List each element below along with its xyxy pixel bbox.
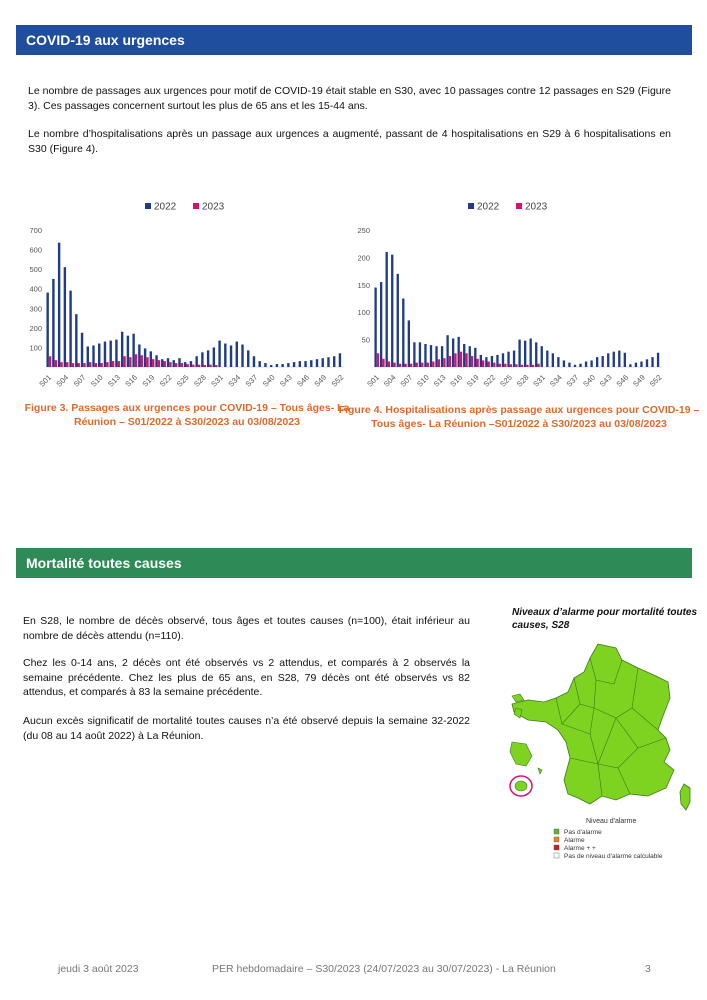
- bar-2023-S20: [158, 360, 160, 367]
- bar-2022-S27: [518, 340, 520, 367]
- bar-2022-S15: [127, 336, 129, 367]
- bar-2022-S24: [178, 358, 180, 367]
- bar-2022-S08: [413, 342, 415, 367]
- bar-2022-S06: [75, 314, 77, 367]
- bar-2022-S43: [607, 353, 609, 367]
- bar-2023-S08: [416, 363, 418, 367]
- bar-2022-S27: [195, 356, 197, 367]
- figure-4-caption: Figure 4. Hospitalisations après passage aux urgences pour COVID-19 – Tous âges- La Réunion –S01/2022 à S30/2023 au 03/08/2023: [338, 404, 700, 430]
- bar-2023-S25: [186, 364, 188, 367]
- bar-2023-S03: [388, 362, 390, 367]
- bar-2022-S44: [613, 352, 615, 367]
- bar-2022-S40: [270, 365, 272, 367]
- x-tick-label: S04: [54, 372, 71, 389]
- bar-2022-S29: [530, 339, 532, 367]
- bar-2023-S21: [163, 361, 165, 367]
- bar-2022-S36: [568, 363, 570, 367]
- corsica: [680, 784, 690, 810]
- map-legend-label: Alarme: [564, 837, 585, 844]
- bar-2022-S04: [391, 255, 393, 367]
- bar-2022-S34: [236, 342, 238, 367]
- bar-2022-S49: [322, 358, 324, 367]
- bar-2022-S46: [304, 361, 306, 367]
- bar-2023-S06: [404, 364, 406, 367]
- bar-2022-S10: [424, 344, 426, 367]
- y-tick-label: 700: [29, 226, 42, 235]
- x-tick-label: S22: [481, 372, 498, 389]
- bar-2022-S19: [150, 351, 152, 367]
- bar-2023-S13: [443, 358, 445, 367]
- bar-2023-S14: [449, 356, 451, 367]
- y-tick-label: 150: [357, 280, 370, 290]
- bar-2023-S10: [427, 363, 429, 367]
- bar-2022-S15: [452, 339, 454, 367]
- bar-2022-S08: [87, 346, 89, 367]
- bar-2022-S09: [419, 342, 421, 367]
- section-title-mortalite: Mortalité toutes causes: [16, 548, 692, 578]
- bar-2022-S05: [397, 274, 399, 367]
- bar-2022-S31: [541, 346, 543, 367]
- bar-2023-S13: [118, 361, 120, 367]
- x-tick-label: S13: [106, 372, 122, 389]
- la-reunion: [515, 781, 527, 791]
- bar-2023-S16: [460, 352, 462, 367]
- bar-2022-S39: [264, 363, 266, 367]
- bar-2022-S25: [184, 362, 186, 367]
- x-tick-label: S37: [564, 372, 581, 389]
- bar-2023-S11: [432, 362, 434, 367]
- bar-2022-S17: [138, 344, 140, 367]
- bar-2022-S04: [64, 267, 66, 367]
- bar-2022-S47: [629, 364, 631, 367]
- x-tick-label: S16: [123, 372, 140, 389]
- x-tick-label: S19: [140, 372, 157, 389]
- bar-2023-S27: [198, 365, 200, 367]
- bar-2022-S03: [58, 243, 60, 367]
- x-tick-label: S46: [614, 372, 631, 389]
- bar-2022-S07: [81, 333, 83, 367]
- x-tick-label: S13: [431, 372, 448, 389]
- bar-2022-S48: [316, 359, 318, 367]
- bar-2023-S17: [465, 353, 467, 367]
- map-legend-title: Niveau d'alarme: [586, 818, 637, 825]
- bar-2023-S02: [55, 360, 57, 367]
- covid-paragraph-1: Le nombre de passages aux urgences pour motif de COVID-19 était stable en S30, avec 10 passages contre 12 passages en S29 (Figure 3). Ces passages concernent surtout les plus de 65 ans et les 15-44 ans.: [28, 85, 671, 112]
- bar-2022-S20: [480, 355, 482, 367]
- bar-2023-S07: [410, 364, 412, 367]
- legend-swatch-2022: [468, 203, 474, 209]
- bar-2023-S05: [72, 363, 74, 367]
- bar-2023-S30: [215, 365, 217, 367]
- bar-2022-S47: [310, 360, 312, 367]
- bar-2022-S29: [207, 350, 209, 367]
- bar-2023-S24: [504, 364, 506, 367]
- y-tick-label: 400: [29, 284, 42, 294]
- bar-2022-S46: [624, 353, 626, 367]
- bar-2022-S49: [640, 362, 642, 367]
- bar-2023-S09: [421, 363, 423, 367]
- bar-2022-S30: [213, 347, 215, 367]
- bar-2023-S11: [106, 362, 108, 367]
- bar-2022-S13: [115, 340, 117, 367]
- bar-2023-S16: [135, 354, 137, 367]
- x-tick-label: S52: [329, 372, 346, 389]
- bar-2022-S26: [190, 361, 192, 367]
- x-tick-label: S07: [71, 372, 88, 389]
- y-tick-label: 500: [29, 265, 42, 275]
- bar-2023-S24: [181, 363, 183, 367]
- legend-label-2022: 2022: [477, 201, 500, 213]
- bar-2022-S22: [491, 356, 493, 367]
- bar-2022-S25: [507, 352, 509, 367]
- bar-2022-S35: [563, 360, 565, 367]
- bar-2023-S29: [532, 365, 534, 367]
- bar-2023-S07: [83, 363, 85, 367]
- x-tick-label: S01: [365, 372, 382, 389]
- bar-2022-S23: [173, 360, 175, 367]
- y-tick-label: 50: [361, 335, 370, 345]
- bar-2023-S01: [49, 356, 51, 367]
- bar-2023-S28: [204, 365, 206, 367]
- bar-2022-S43: [287, 363, 289, 367]
- y-tick-label: 300: [29, 304, 42, 314]
- bar-2022-S51: [651, 357, 653, 367]
- bar-2023-S25: [510, 364, 512, 367]
- map-legend-swatch: [554, 853, 559, 858]
- bar-2023-S27: [521, 365, 523, 367]
- legend-label-2022: 2022: [154, 201, 177, 213]
- mortalite-paragraph-2: Chez les 0-14 ans, 2 décès ont été observés vs 2 attendus, et comparés à 2 observés la semaine précédente. Chez les plus de 65 ans, en S28, 79 décès ont été observés vs 82 attendus, et comparés à 83 la semaine précédente.: [23, 657, 470, 698]
- bar-2022-S31: [218, 341, 220, 367]
- x-tick-label: S31: [209, 372, 226, 389]
- bar-2022-S07: [408, 320, 410, 367]
- bar-2022-S19: [474, 348, 476, 367]
- bar-2022-S20: [155, 355, 157, 367]
- bar-2022-S28: [201, 352, 203, 367]
- x-tick-label: S31: [531, 372, 548, 389]
- bar-2022-S02: [380, 282, 382, 367]
- bar-2022-S10: [98, 344, 100, 367]
- martinique: [514, 708, 522, 718]
- bar-2023-S14: [123, 356, 125, 367]
- bar-2022-S51: [333, 356, 335, 367]
- bar-2022-S30: [535, 342, 537, 367]
- bar-2022-S48: [635, 363, 637, 367]
- bar-2022-S09: [92, 345, 94, 367]
- bar-2023-S08: [89, 362, 91, 367]
- y-tick-label: 200: [29, 323, 42, 333]
- bar-2022-S45: [299, 361, 301, 367]
- bar-2022-S39: [585, 362, 587, 367]
- x-tick-label: S25: [174, 372, 191, 389]
- bar-2022-S41: [596, 357, 598, 367]
- bar-2022-S12: [109, 341, 111, 367]
- map-legend: [554, 829, 663, 860]
- bar-2022-S05: [69, 291, 71, 367]
- bar-2023-S03: [60, 362, 62, 367]
- footer-title: PER hebdomadaire – S30/2023 (24/07/2023 au 30/07/2023) - La Réunion: [212, 963, 556, 975]
- x-tick-label: S10: [415, 372, 431, 389]
- bar-2022-S33: [230, 345, 232, 367]
- map-title: Niveaux d’alarme pour mortalité toutes causes, S28: [512, 607, 698, 631]
- guadeloupe: [512, 694, 524, 702]
- bar-2022-S28: [524, 341, 526, 367]
- x-tick-label: S40: [581, 372, 598, 389]
- bar-2023-S22: [169, 362, 171, 367]
- figure-3-chart: [20, 195, 350, 395]
- bar-2022-S14: [446, 335, 448, 367]
- bar-2022-S23: [496, 355, 498, 367]
- legend-swatch-2022: [145, 203, 151, 209]
- legend-swatch-2023: [193, 203, 199, 209]
- bar-2023-S19: [152, 359, 154, 367]
- bar-2022-S41: [276, 364, 278, 367]
- bar-2023-S12: [112, 361, 114, 367]
- covid-paragraph-2: Le nombre d’hospitalisations après un passage aux urgences a augmenté, passant de 4 hospitalisations en S29 à 6 hospitalisations en S30 (Figure 4).: [28, 128, 671, 155]
- bar-2022-S33: [552, 353, 554, 367]
- guyane: [510, 742, 532, 766]
- bar-2023-S17: [141, 355, 143, 367]
- x-tick-label: S25: [498, 372, 514, 389]
- map-legend-label: Pas de niveau d'alarme calculable: [564, 853, 663, 860]
- bar-2023-S23: [499, 364, 501, 367]
- x-tick-label: S46: [295, 372, 311, 389]
- bar-2022-S32: [546, 351, 548, 367]
- x-tick-label: S34: [547, 372, 564, 389]
- bar-2022-S37: [574, 365, 576, 367]
- x-tick-label: S28: [514, 372, 531, 389]
- bar-2023-S04: [393, 363, 395, 367]
- x-tick-label: S28: [192, 372, 208, 389]
- bar-2022-S24: [502, 353, 504, 367]
- bar-2023-S04: [66, 362, 68, 367]
- bar-2022-S06: [402, 299, 404, 368]
- y-tick-label: 200: [357, 253, 370, 263]
- bar-2023-S30: [537, 364, 539, 367]
- x-tick-label: S37: [243, 372, 260, 389]
- mortalite-paragraph-3: Aucun excès significatif de mortalité toutes causes n’a été observé depuis la semaine 32-2022 (du 08 au 14 août 2022) à La Réunion.: [23, 715, 470, 742]
- bar-2022-S11: [430, 345, 432, 367]
- bar-2023-S10: [100, 363, 102, 367]
- bar-2022-S34: [557, 357, 559, 367]
- map-legend-swatch: [554, 829, 559, 834]
- bar-2022-S14: [121, 332, 123, 367]
- bar-2023-S01: [377, 353, 379, 367]
- bar-2023-S15: [129, 357, 131, 367]
- bar-2022-S17: [463, 344, 465, 367]
- bar-2022-S11: [104, 342, 106, 367]
- france-alarm-map: [498, 638, 703, 863]
- x-tick-label: S49: [631, 372, 647, 389]
- bar-2022-S45: [618, 351, 620, 367]
- bar-2023-S23: [175, 363, 177, 367]
- bar-2022-S52: [657, 353, 659, 367]
- mayotte: [538, 768, 542, 774]
- bar-2022-S13: [441, 346, 443, 367]
- bar-2023-S06: [78, 363, 80, 367]
- bar-2023-S28: [526, 365, 528, 367]
- y-tick-label: 600: [29, 245, 42, 255]
- bar-2023-S18: [471, 356, 473, 367]
- bar-2022-S03: [386, 252, 388, 367]
- bar-2022-S50: [327, 357, 329, 367]
- bar-2023-S29: [209, 365, 211, 367]
- legend-label-2023: 2023: [525, 201, 548, 213]
- x-tick-label: S04: [381, 372, 398, 389]
- bar-2022-S50: [646, 359, 648, 367]
- bar-2022-S32: [224, 344, 226, 367]
- bar-2022-S16: [458, 337, 460, 367]
- bar-2022-S16: [132, 334, 134, 367]
- bar-2022-S12: [435, 346, 437, 367]
- figure-4-chart: [348, 195, 668, 395]
- bar-2023-S02: [382, 359, 384, 367]
- figure-3-caption: Figure 3. Passages aux urgences pour COVID-19 – Tous âges- La Réunion – S01/2022 à S30/2023 au 03/08/2023: [24, 402, 350, 428]
- x-tick-label: S01: [37, 372, 54, 389]
- x-tick-label: S22: [157, 372, 174, 389]
- bar-2023-S26: [192, 365, 194, 367]
- bar-2022-S26: [513, 351, 515, 367]
- bar-2022-S40: [590, 360, 592, 367]
- bar-2022-S21: [161, 359, 163, 367]
- bar-2022-S22: [167, 358, 169, 367]
- bar-2023-S12: [438, 359, 440, 367]
- mortalite-paragraph-1: En S28, le nombre de décès observé, tous âges et toutes causes (n=100), était inférieur au nombre de décès attendu (n=110).: [23, 615, 470, 642]
- x-tick-label: S43: [597, 372, 614, 389]
- bar-2022-S37: [253, 356, 255, 367]
- bar-2022-S52: [339, 353, 341, 367]
- bar-2023-S20: [482, 360, 484, 367]
- map-legend-swatch: [554, 837, 559, 842]
- x-tick-label: S10: [88, 372, 105, 389]
- bar-2022-S02: [52, 279, 54, 367]
- bar-2022-S42: [602, 356, 604, 367]
- bar-2022-S01: [374, 288, 376, 367]
- legend-label-2023: 2023: [202, 201, 225, 213]
- map-legend-label: Pas d'alarme: [564, 829, 602, 836]
- bar-2023-S18: [146, 357, 148, 367]
- bar-2022-S21: [485, 357, 487, 367]
- bar-2023-S09: [95, 363, 97, 367]
- bar-2023-S05: [399, 364, 401, 367]
- bar-2023-S15: [454, 353, 456, 367]
- section-title-covid: COVID-19 aux urgences: [16, 25, 692, 55]
- bar-2022-S01: [46, 293, 48, 367]
- x-tick-label: S43: [277, 372, 294, 389]
- bar-2022-S35: [241, 344, 243, 367]
- bar-2023-S19: [476, 359, 478, 367]
- y-tick-label: 250: [357, 226, 370, 235]
- bar-2022-S38: [579, 364, 581, 367]
- x-tick-label: S52: [647, 372, 664, 389]
- map-legend-swatch: [554, 845, 559, 850]
- x-tick-label: S34: [226, 372, 243, 389]
- legend-swatch-2023: [516, 203, 522, 209]
- bar-2022-S42: [281, 364, 283, 367]
- bar-2022-S38: [258, 361, 260, 367]
- page-number: 3: [645, 963, 651, 975]
- map-legend-label: Alarme + +: [564, 845, 596, 852]
- x-tick-label: S40: [260, 372, 277, 389]
- x-tick-label: S19: [464, 372, 481, 389]
- bar-2022-S44: [293, 362, 295, 367]
- x-tick-label: S49: [312, 372, 329, 389]
- y-tick-label: 100: [29, 343, 42, 353]
- bar-2022-S18: [469, 346, 471, 367]
- bar-2023-S26: [515, 364, 517, 367]
- bar-2023-S22: [493, 363, 495, 367]
- footer-date: jeudi 3 août 2023: [58, 963, 139, 975]
- x-tick-label: S16: [448, 372, 465, 389]
- bar-2022-S18: [144, 348, 146, 367]
- y-tick-label: 100: [357, 308, 370, 318]
- bar-2023-S21: [488, 362, 490, 367]
- bar-2022-S36: [247, 350, 249, 367]
- x-tick-label: S07: [398, 372, 415, 389]
